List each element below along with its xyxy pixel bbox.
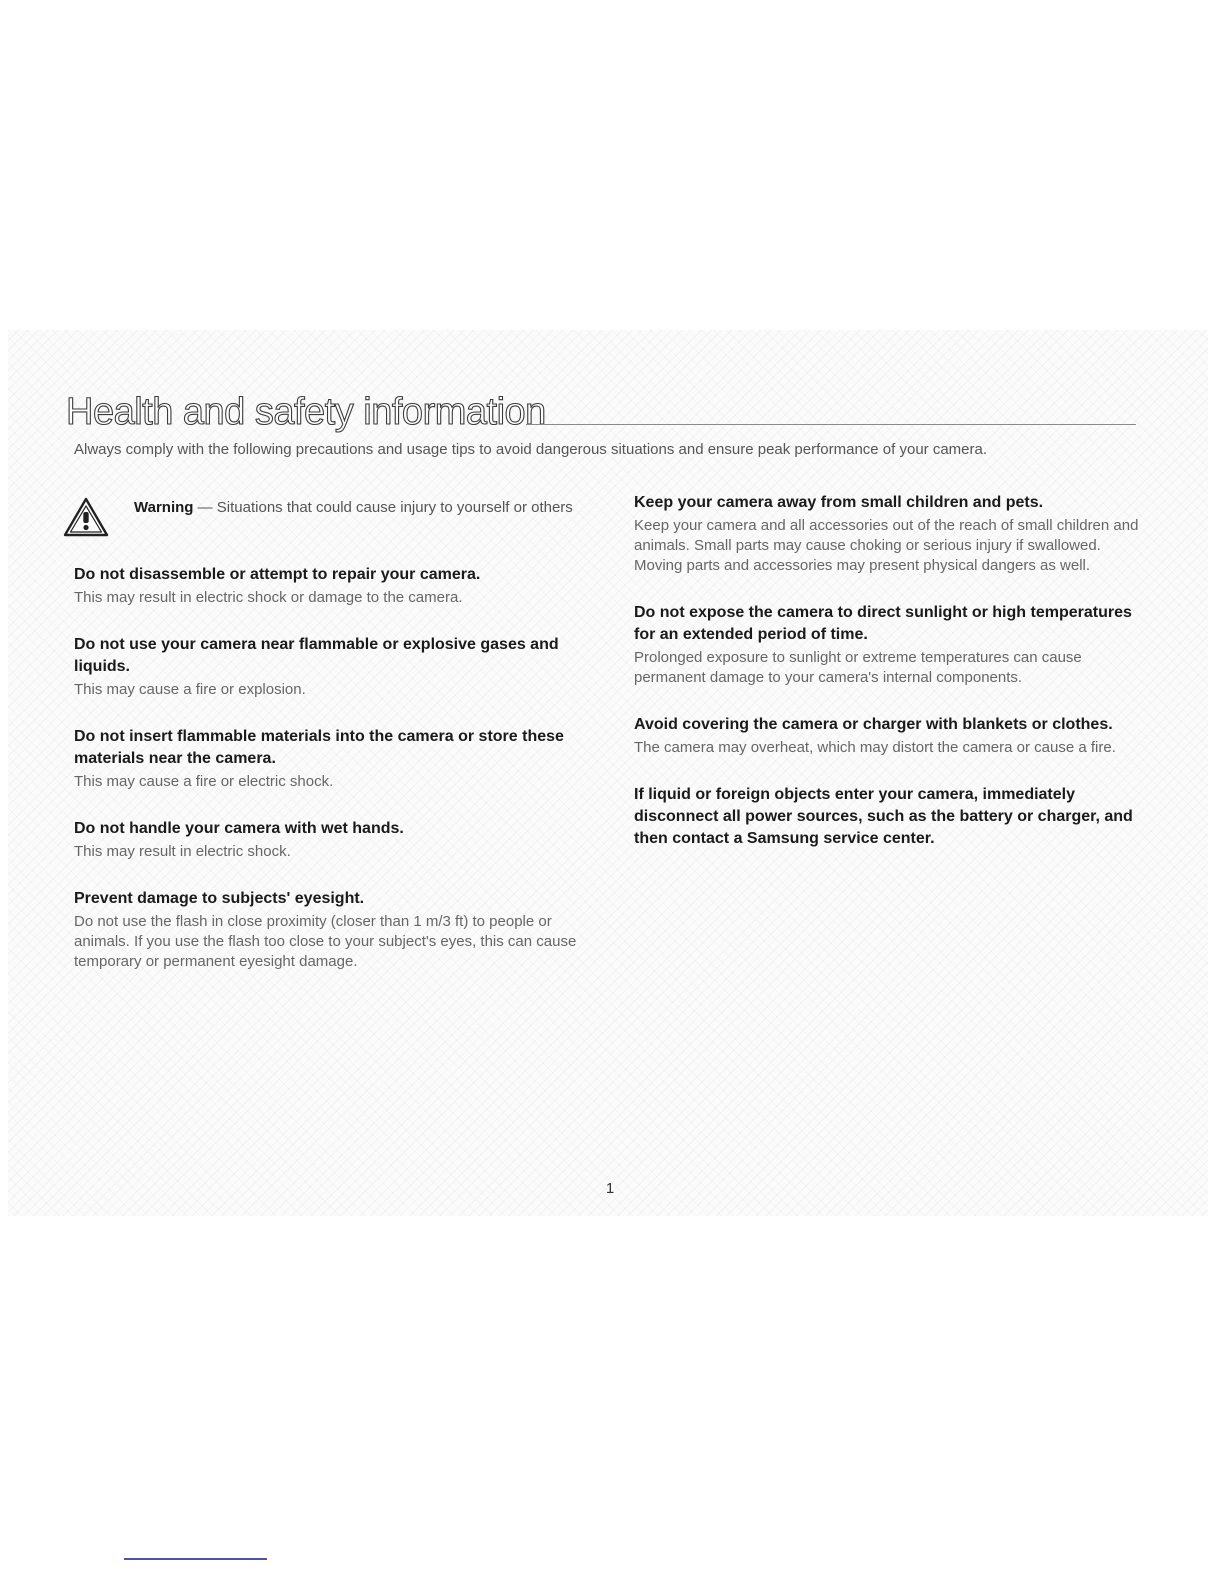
safety-item	[74, 726, 584, 792]
safety-item	[634, 602, 1144, 688]
warning-separator: —	[193, 499, 217, 516]
safety-item	[634, 784, 1144, 850]
warning-triangle-icon	[62, 496, 110, 538]
safety-item-heading: Prevent damage to subjects' eyesight.	[74, 890, 365, 907]
safety-item-body: Prolonged exposure to sunlight or extreme temperatures can cause permanent damage to your camera's internal components.	[634, 649, 1082, 686]
safety-item-heading: Keep your camera away from small children and pets.	[634, 494, 1044, 511]
safety-item-body: This may result in electric shock.	[74, 843, 291, 860]
safety-item-heading: Do not use your camera near flammable or explosive gases and liquids.	[74, 636, 559, 675]
safety-item-heading: Do not expose the camera to direct sunlight or high temperatures for an extended period of time.	[634, 604, 1132, 643]
title-divider	[526, 424, 1136, 425]
page-number: 1	[605, 1180, 615, 1197]
safety-item	[74, 564, 584, 608]
safety-item-body: The camera may overheat, which may distort the camera or cause a fire.	[634, 739, 1116, 756]
safety-item-body: Do not use the flash in close proximity (closer than 1 m/3 ft) to people or animals. If you use the flash too close to your subject's eyes, this can cause temporary or permanent eyesight damage.	[74, 913, 577, 970]
safety-item-heading: If liquid or foreign objects enter your camera, immediately disconnect all power sources, such as the battery or charger, and then contact a Samsung service center.	[634, 786, 1133, 847]
safety-item-body: This may cause a fire or electric shock.	[74, 773, 334, 790]
warning-label: Warning	[134, 499, 194, 516]
safety-item-heading: Do not insert flammable materials into the camera or store these materials near the camera.	[74, 728, 564, 767]
intro-text: Always comply with the following precautions and usage tips to avoid dangerous situations and ensure peak performance of your camera.	[74, 441, 988, 458]
title-row	[66, 390, 1136, 434]
warning-legend	[74, 492, 584, 544]
warning-text: Situations that could cause injury to yourself or others	[216, 499, 573, 516]
safety-item	[74, 634, 584, 700]
bottom-link-underline[interactable]	[124, 1558, 267, 1560]
safety-item	[634, 714, 1144, 758]
safety-item-body: Keep your camera and all accessories out of the reach of small children and animals. Small parts may cause choking or serious injury if swallowed. Moving parts and accessories may present physical dangers as well.	[634, 517, 1139, 574]
safety-item	[634, 492, 1144, 576]
safety-item-heading: Do not disassemble or attempt to repair your camera.	[74, 566, 481, 583]
left-column	[74, 492, 584, 998]
safety-item-body: This may cause a fire or explosion.	[74, 681, 306, 698]
safety-item-body: This may result in electric shock or damage to the camera.	[74, 589, 463, 606]
page-title: Health and safety information	[66, 391, 546, 433]
safety-item	[74, 888, 584, 972]
safety-item	[74, 818, 584, 862]
right-column	[634, 492, 1144, 876]
safety-item-heading: Avoid covering the camera or charger with blankets or clothes.	[634, 716, 1113, 733]
warning-description	[134, 498, 574, 518]
safety-item-heading: Do not handle your camera with wet hands.	[74, 820, 404, 837]
